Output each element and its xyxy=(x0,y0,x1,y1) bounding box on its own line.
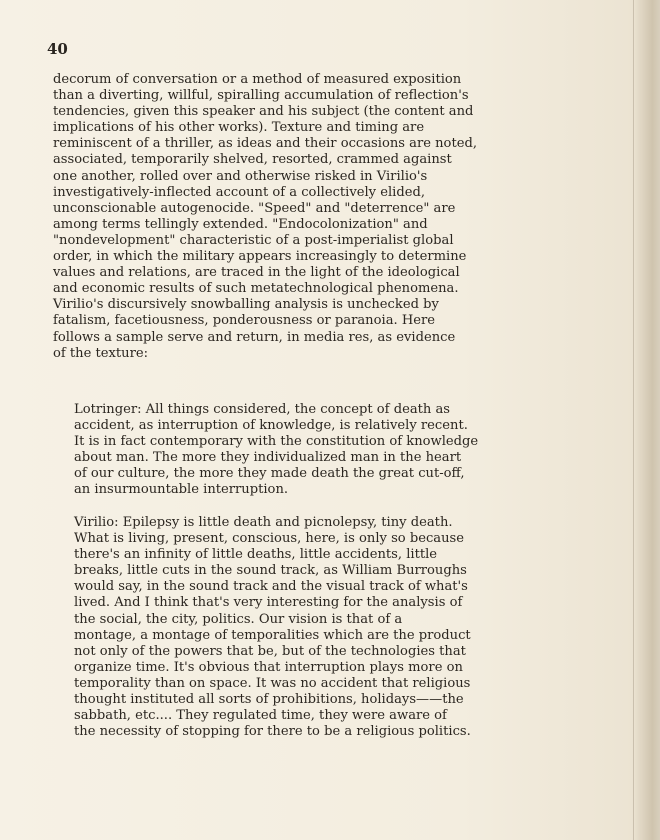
text-line: values and relations, are traced in the light of the ideological xyxy=(53,265,460,281)
text-line: the social, the city, politics. Our vision is that of a xyxy=(74,611,403,627)
page-number: 40 xyxy=(47,40,68,58)
text-line: than a diverting, willful, spiralling accumulation of reflection's xyxy=(53,88,469,104)
text-line: thought instituted all sorts of prohibitions, holidays——the xyxy=(74,692,464,708)
quote-virilio xyxy=(74,515,471,740)
text-line: Virilio's discursively snowballing analysis is unchecked by xyxy=(53,297,439,313)
text-line: associated, temporarily shelved, resorted, crammed against xyxy=(53,152,452,168)
text-line: would say, in the sound track and the visual track of what's xyxy=(74,579,468,595)
text-line: accident, as interruption of knowledge, is relatively recent. xyxy=(74,418,468,434)
text-line: order, in which the military appears increasingly to determine xyxy=(53,249,467,265)
text-line: temporality than on space. It was no accident that religious xyxy=(74,675,471,691)
text-line: unconscionable autogenocide. "Speed" and "deterrence" are xyxy=(53,200,456,216)
text-line: of our culture, the more they made death the great cut-off, xyxy=(74,466,465,482)
text-line: an insurmountable interruption. xyxy=(74,482,289,498)
text-line: decorum of conversation or a method of measured exposition xyxy=(53,72,462,87)
text-line: about man. The more they individualized man in the heart xyxy=(74,450,462,466)
text-line: sabbath, etc.... They regulated time, they were aware of xyxy=(74,708,447,724)
text-line: "nondevelopment" characteristic of a post-imperialist global xyxy=(53,232,454,248)
text-line: the necessity of stopping for there to be a religious politics. xyxy=(74,724,471,740)
text-line: follows a sample serve and return, in media res, as evidence xyxy=(53,329,456,345)
text-line: reminiscent of a thriller, as ideas and their occasions are noted, xyxy=(53,136,477,152)
text-line: one another, rolled over and otherwise risked in Virilio's xyxy=(53,168,428,184)
intro-paragraph xyxy=(53,72,477,362)
text-line: Lotringer: All things considered, the concept of death as xyxy=(74,402,451,417)
text-line: investigatively-inflected account of a collectively elided, xyxy=(53,184,426,200)
text-line: implications of his other works). Texture and timing are xyxy=(53,120,425,136)
text-line: organize time. It's obvious that interruption plays more on xyxy=(74,659,463,675)
text-line: lived. And I think that's very interesting for the analysis of xyxy=(74,595,463,611)
text-line: montage, a montage of temporalities which are the product xyxy=(74,627,471,643)
text-line: Virilio: Epilepsy is little death and picnolepsy, tiny death. xyxy=(74,515,453,530)
quote-lotringer xyxy=(74,402,478,499)
text-line: and economic results of such metatechnological phenomena. xyxy=(53,281,459,297)
text-line: It is in fact contemporary with the constitution of knowledge xyxy=(74,434,479,450)
text-line: not only of the powers that be, but of the technologies that xyxy=(74,643,466,659)
text-line: there's an infinity of little deaths, little accidents, little xyxy=(74,547,438,563)
book-spine-shadow xyxy=(633,0,660,840)
text-line: among terms tellingly extended. "Endocolonization" and xyxy=(53,216,428,232)
text-line: breaks, little cuts in the sound track, as William Burroughs xyxy=(74,563,467,579)
text-line: of the texture: xyxy=(53,345,149,361)
text-line: fatalism, facetiousness, ponderousness or paranoia. Here xyxy=(53,313,435,329)
text-line: What is living, present, conscious, here, is only so because xyxy=(74,531,464,547)
text-line: tendencies, given this speaker and his subject (the content and xyxy=(53,104,474,120)
